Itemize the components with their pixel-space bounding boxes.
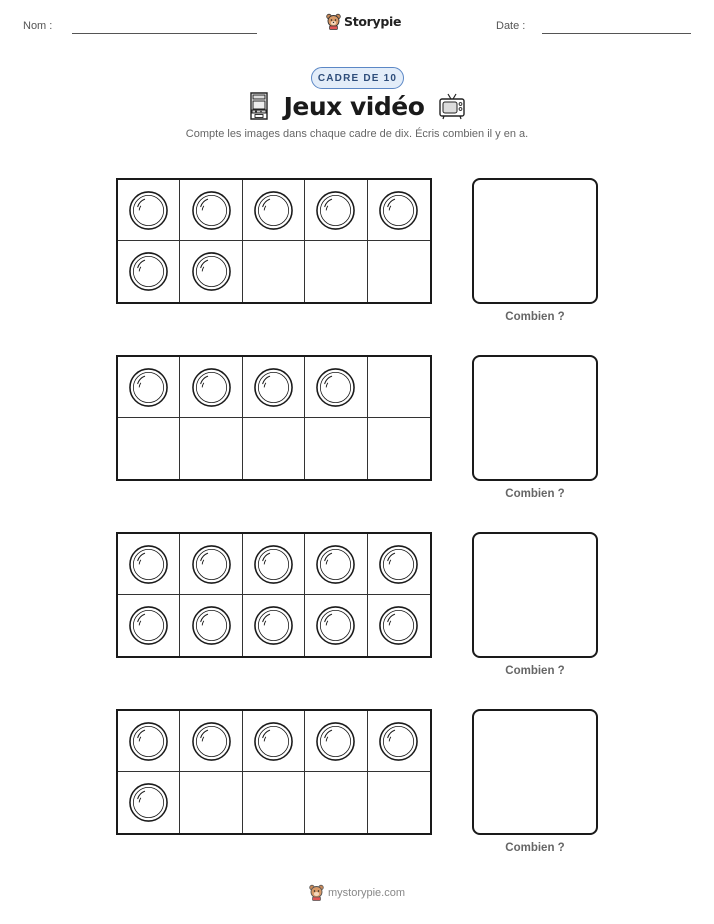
answer-box[interactable] [472,355,598,481]
ten-frame-cell [368,534,430,595]
ten-frame-cell [305,357,367,418]
bubble-icon [315,605,356,646]
ten-frame-cell [243,595,305,656]
ten-frame-cell [180,357,242,418]
brand-name: Storypie [344,14,402,29]
ten-frame-cell [305,772,367,833]
answer-label: Combien ? [505,311,565,323]
ten-frame-cell [180,595,242,656]
footer-url: mystorypie.com [327,886,406,899]
ten-frame-cell [368,357,430,418]
ten-frame-cell [368,418,430,479]
bubble-icon [128,544,169,585]
ten-frame-cell [243,357,305,418]
bubble-icon [191,190,232,231]
bubble-icon [253,190,294,231]
ten-frame-cell [243,534,305,595]
ten-frame-cell [118,711,180,772]
bubble-icon [378,190,419,231]
ten-frame-cell [118,180,180,241]
bubble-icon [378,544,419,585]
exercise-3 [0,532,714,692]
name-label: Nom : [23,20,53,32]
exercise-1 [0,178,714,338]
ten-frame-cell [180,711,242,772]
bubble-icon [315,190,356,231]
bubble-icon [128,782,169,823]
worksheet-type-badge: CADRE DE 10 [311,67,404,89]
ten-frame [116,178,432,304]
ten-frame-cell [243,241,305,302]
instructions: Compte les images dans chaque cadre de dix. Écris combien il y en a. [185,128,529,140]
answer-label: Combien ? [505,665,565,677]
bubble-icon [191,721,232,762]
ten-frame-cell [180,772,242,833]
ten-frame-cell [118,418,180,479]
worksheet-title: Jeux vidéo [283,91,425,121]
ten-frame-cell [305,180,367,241]
brand-logo [326,13,401,30]
bubble-icon [253,721,294,762]
ten-frame-cell [368,711,430,772]
bubble-icon [253,605,294,646]
answer-box[interactable] [472,709,598,835]
ten-frame-cell [305,418,367,479]
ten-frame-cell [243,180,305,241]
bear-mascot-icon [326,13,341,30]
ten-frame-cell [368,772,430,833]
answer-box[interactable] [472,532,598,658]
ten-frame-cell [243,772,305,833]
ten-frame-cell [118,357,180,418]
exercise-4 [0,709,714,869]
arcade-cabinet-icon [248,91,270,121]
title-row [0,91,714,121]
ten-frame-cell [180,534,242,595]
retro-tv-console-icon [438,92,466,120]
bubble-icon [128,605,169,646]
date-label: Date : [496,20,526,32]
ten-frame-cell [180,418,242,479]
bubble-icon [128,190,169,231]
bubble-icon [191,544,232,585]
ten-frame-cell [305,241,367,302]
ten-frame-cell [368,241,430,302]
bubble-icon [191,367,232,408]
bubble-icon [378,721,419,762]
footer [0,884,714,901]
bubble-icon [128,721,169,762]
ten-frame-cell [305,595,367,656]
answer-label: Combien ? [505,488,565,500]
bubble-icon [378,605,419,646]
bubble-icon [128,251,169,292]
ten-frame-cell [305,711,367,772]
exercise-2 [0,355,714,515]
ten-frame-cell [118,772,180,833]
bubble-icon [128,367,169,408]
bubble-icon [315,367,356,408]
ten-frame-cell [180,180,242,241]
ten-frame-cell [243,418,305,479]
bubble-icon [191,251,232,292]
date-line[interactable] [542,33,691,34]
answer-box[interactable] [472,178,598,304]
answer-label: Combien ? [505,842,565,854]
ten-frame-cell [118,595,180,656]
ten-frame-cell [118,241,180,302]
ten-frame [116,709,432,835]
name-line[interactable] [72,33,257,34]
ten-frame-cell [243,711,305,772]
ten-frame [116,355,432,481]
ten-frame-cell [368,595,430,656]
ten-frame-cell [180,241,242,302]
ten-frame-cell [305,534,367,595]
ten-frame-cell [368,180,430,241]
bear-mascot-icon [309,884,324,901]
ten-frame-cell [118,534,180,595]
bubble-icon [315,721,356,762]
ten-frame [116,532,432,658]
bubble-icon [315,544,356,585]
bubble-icon [253,544,294,585]
bubble-icon [191,605,232,646]
bubble-icon [253,367,294,408]
